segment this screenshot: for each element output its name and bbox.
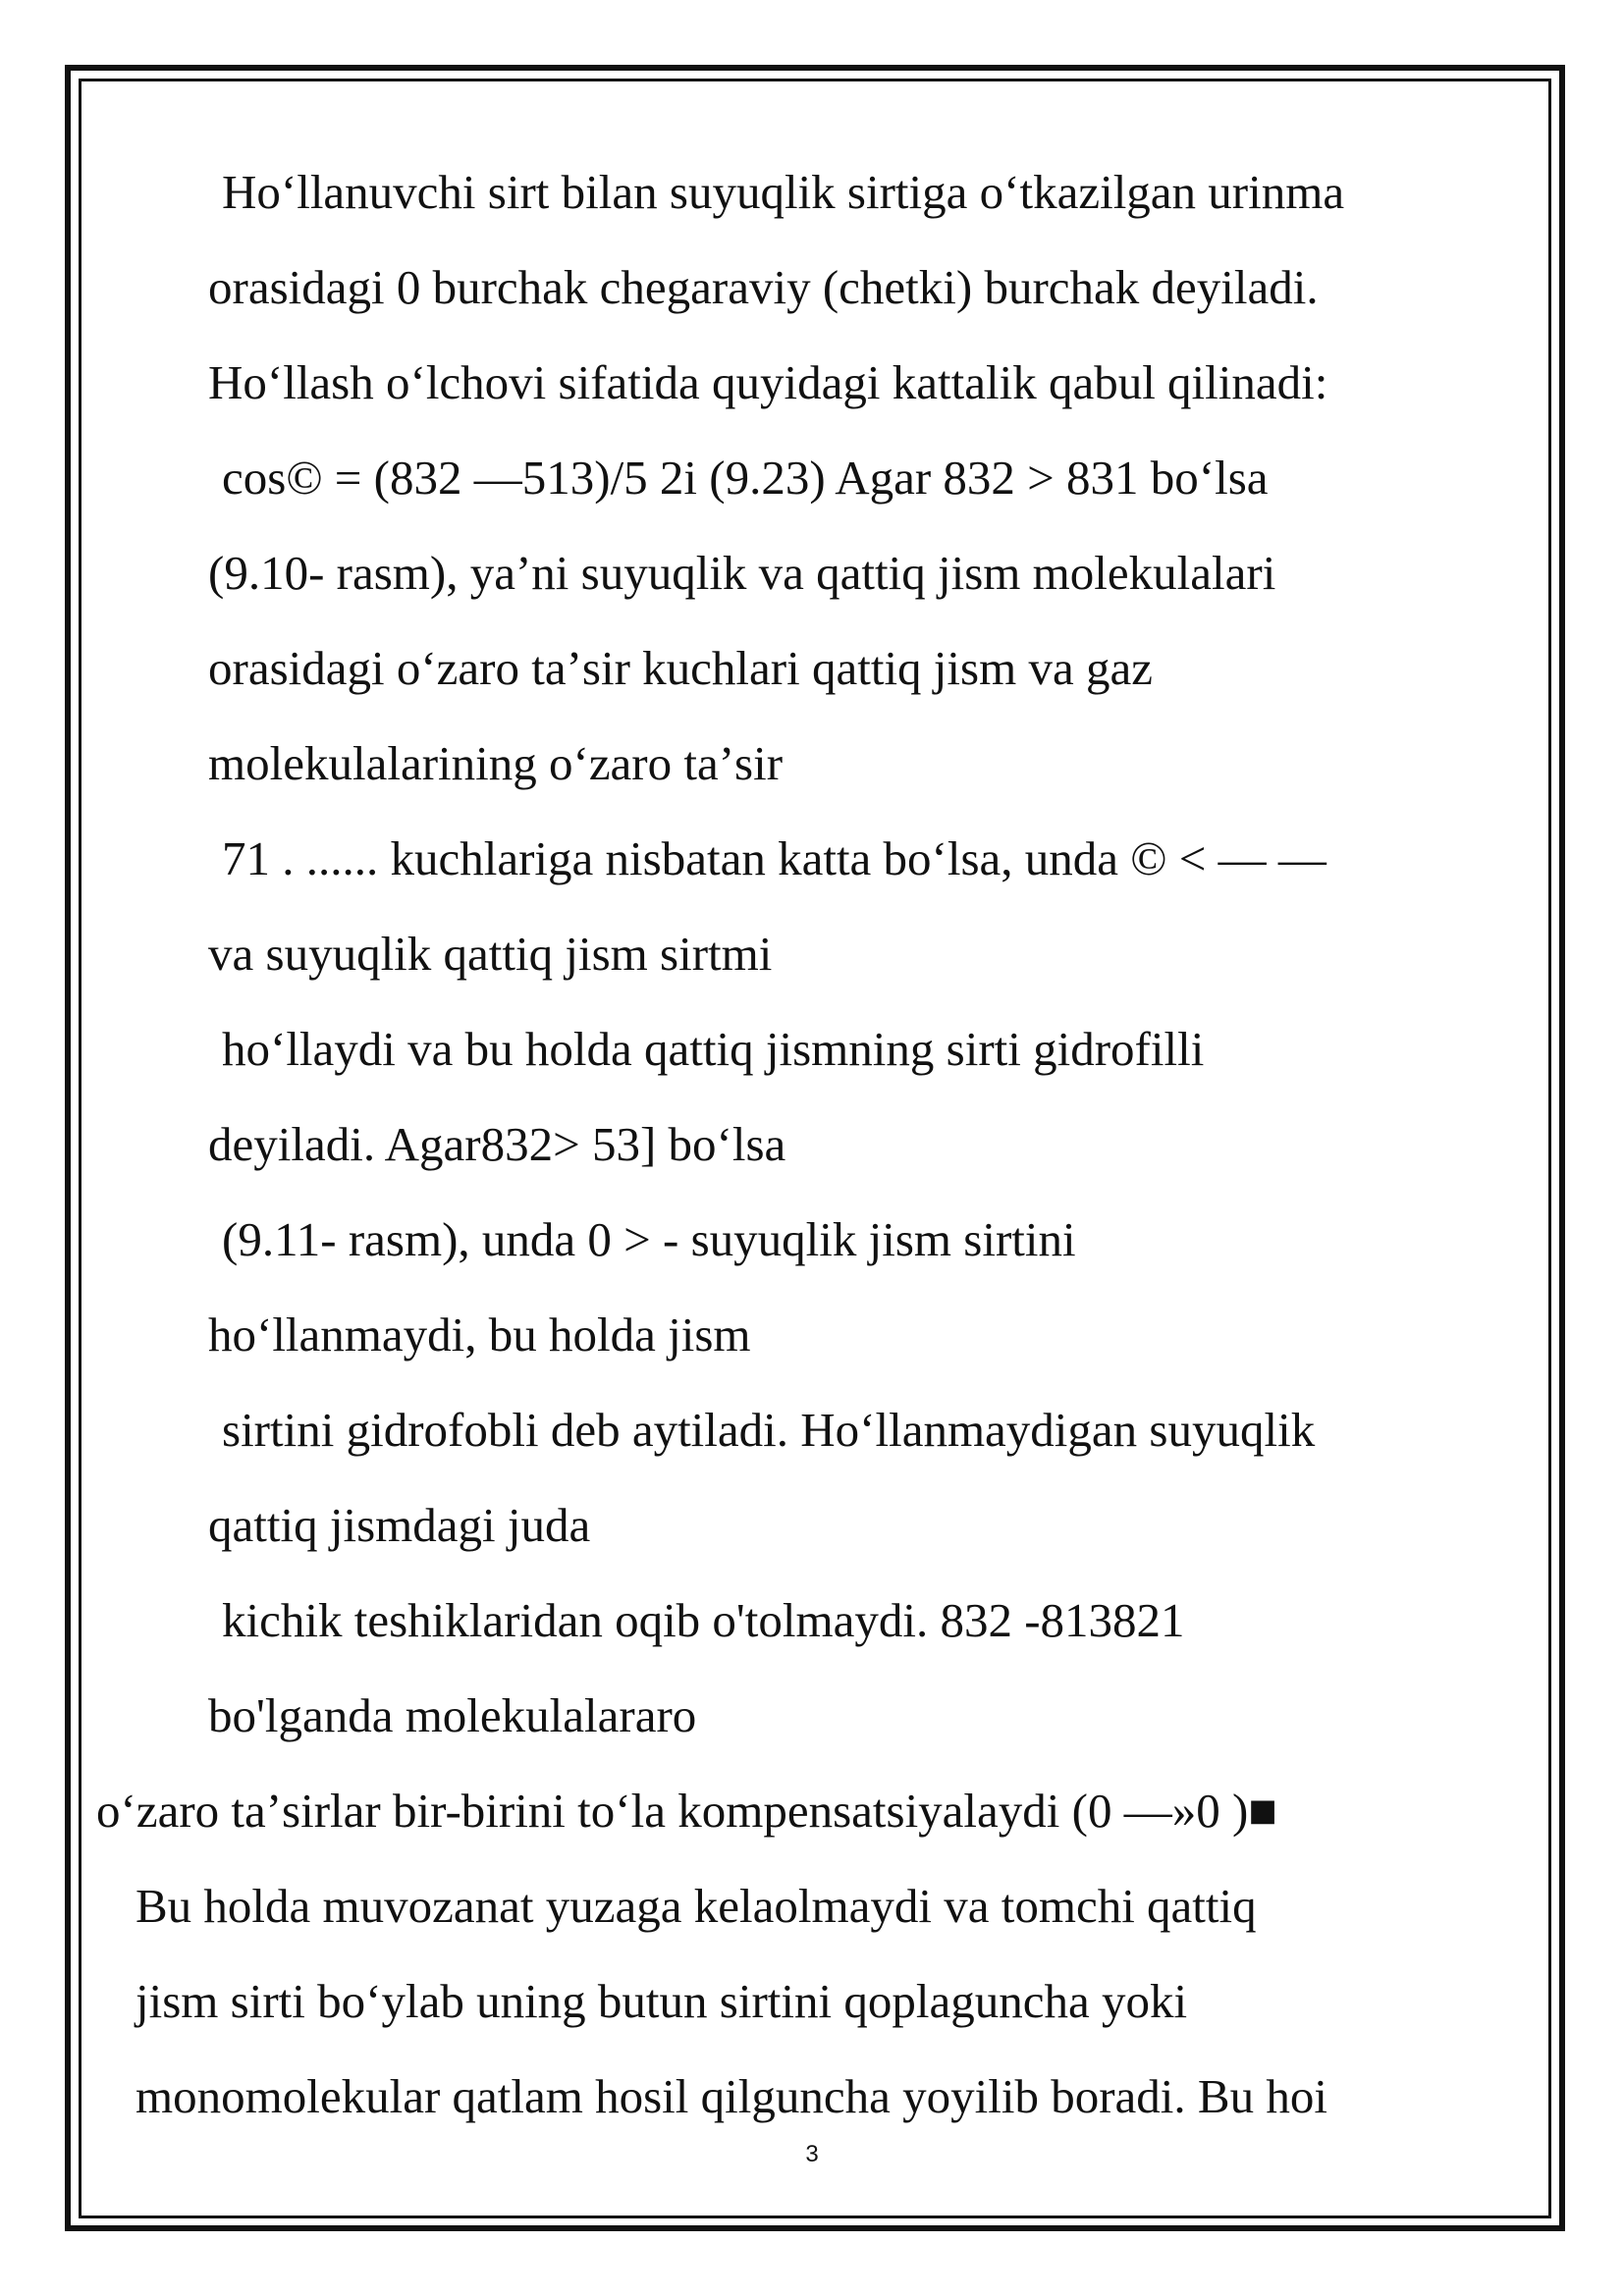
text-line: Hoʻllash oʻlchovi sifatida quyidagi kattalik qabul qilinadi: — [208, 355, 1328, 409]
text-line: Bu holda muvozanat yuzaga kelaolmaydi va tomchi qattiq — [135, 1879, 1257, 1933]
text-line: deyiladi. Agar832> 53] boʻlsa — [208, 1117, 786, 1171]
text-line: qattiq jismdagi juda — [208, 1498, 591, 1552]
text-line: hoʻllanmaydi, bu holda jism — [208, 1308, 751, 1362]
text-line: (9.11- rasm), unda 0 > - suyuqlik jism sirtini — [222, 1212, 1076, 1266]
text-line: va suyuqlik qattiq jism sirtmi — [208, 927, 773, 981]
text-line: oʻzaro taʼsirlar bir-birini toʻla kompensatsiyalaydi (0 —»0 )■ — [96, 1784, 1277, 1838]
text-line: sirtini gidrofobli deb aytiladi. Hoʻllanmaydigan suyuqlik — [222, 1403, 1316, 1457]
text-line: jism sirti boʻylab uning butun sirtini qoplaguncha yoki — [135, 1974, 1188, 2028]
text-line: Hoʻllanuvchi sirt bilan suyuqlik sirtiga oʻtkazilgan urinma — [222, 165, 1345, 219]
text-line: orasidagi oʻzaro taʼsir kuchlari qattiq jism va gaz — [208, 641, 1153, 695]
text-line: hoʻllaydi va bu holda qattiq jismning sirti gidrofilli — [222, 1022, 1205, 1076]
text-line: bo'lganda molekulalararo — [208, 1688, 697, 1742]
page-number: 3 — [805, 2141, 819, 2167]
text-line: kichik teshiklaridan oqib o'tolmaydi. 832 -813821 — [222, 1593, 1185, 1647]
text-line: molekulalarining oʻzaro taʼsir — [208, 736, 784, 790]
text-line: orasidagi 0 burchak chegaraviy (chetki) burchak deyiladi. — [208, 260, 1319, 314]
text-line: cos© = (832 —513)/5 2i (9.23) Agar 832 > 831 boʻlsa — [222, 451, 1269, 505]
text-line: (9.10- rasm), yaʼni suyuqlik va qattiq jism molekulalari — [208, 546, 1276, 600]
text-line: monomolekular qatlam hosil qilguncha yoyilib boradi. Bu hoi — [135, 2069, 1327, 2123]
text-line: 71 . ...... kuchlariga nisbatan katta boʻlsa, unda © < — — — [222, 831, 1326, 885]
